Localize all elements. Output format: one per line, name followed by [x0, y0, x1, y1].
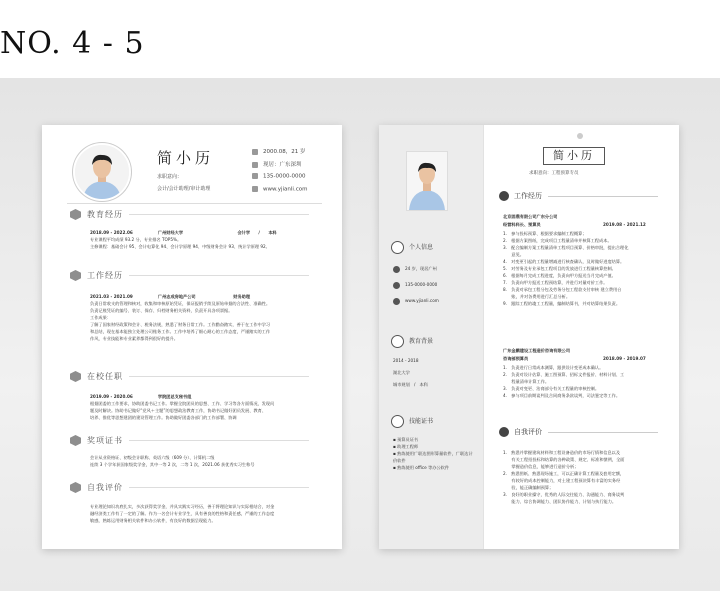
globe-icon	[393, 298, 400, 305]
job-intent: 求职意向：工程预算专员	[529, 171, 579, 176]
page-heading: NO. 4 - 5	[0, 26, 145, 61]
section-self: 自我评价	[70, 482, 309, 493]
sidebar-skills-title: 技能证书	[391, 415, 433, 428]
section-work: 工作经历	[70, 270, 309, 281]
education-lines: 2018.09 - 2022.06 广州财经大学 会计学 / 本科 专业课程平均成绩 93.2 分，专业排名 TOP5%。 主修课程：基础会计 95、会计电算化 94、会计学原理 94、中级财务会计 93、统计学原理 92。	[90, 230, 277, 249]
person-icon	[70, 482, 81, 493]
graduation-icon	[70, 209, 81, 220]
portrait-icon	[75, 145, 129, 199]
resume-name: 简小历	[157, 149, 215, 167]
job2-lines: 1. 负责进行日常成本测算，跟供设计变更成本确认。 2. 负责对设计估算、施工图预算、招标文件报价、材料计划、工 程量清单计算工作。 3. 负责对变更、治商部分有关工程量的审核控制。 4. 参与项目前期谈判及合同商务条款谈判，司法鉴定等工作。	[503, 365, 625, 398]
job-intent-value: 会计/会计助理/审计助理	[157, 186, 211, 192]
job-intent-label: 求职意向：	[157, 174, 183, 180]
certificate-icon	[391, 415, 404, 428]
sidebar-education-title: 教育背景	[391, 335, 433, 348]
briefcase-icon	[499, 191, 509, 201]
avatar	[406, 151, 448, 211]
job1-role: 经营科科长、预算员	[503, 222, 541, 227]
resume-name: 简小历	[543, 147, 605, 165]
section-work: 工作经历	[499, 191, 658, 201]
globe-icon	[252, 186, 258, 192]
user-icon	[391, 241, 404, 254]
avatar	[73, 143, 131, 201]
sidebar-skills-items: ▪ 预算员证书 ▪ 助理工程师 ▪ 熟练使用广联达图形算量软件，广联达计价软件 ▪ 熟练使用 office 等办公软件	[393, 437, 473, 470]
job1-lines: 1. 参与投标预算、根据要求编制工程概算； 2. 根据方案图纸，完成项目工程量清单并核算工程成本。 3. 配合编制方案工程量清单工程项目预算、价格审批，提出合理化 意见。 4. 对变更引起的工程量增减进行核查确认，及时做好进度结算。 5. 对劳务及专业承包工程项目的发放进行工程量核算控制。 6. 根据每月完成工程进度，负责向甲方报送当月完成产值。 7. 负责向甲方报送工程预结算，并进行对量对价工作。 8. 负责对承包工程分包及劳务分包工程款支付审核 建立费用台 账，并对各费用进行汇总分析。 9. 跟踪工程的竣工工程量，编制结算书，并对结算结果负责。	[503, 231, 629, 306]
trophy-icon	[70, 435, 81, 446]
sidebar-personal-items: 24 岁，现居广州 135-0000-0000 www.yjianli.com	[393, 265, 439, 305]
section-campus: 在校任职	[70, 371, 309, 382]
contact-birth: 2000.08，21 岁	[252, 147, 306, 155]
location-icon	[252, 162, 258, 168]
campus-lines: 2019.09 - 2020.06 学院团总支秘书组 根据团委的工作要求，协助团委书记工作。掌握全院团员的思想、工作、学习等各方面情况，发现问 题及时解决。协助书记做好“党风＋主题”的思想政治教育工作，协助书记做好团员发展、教育、 培养、推优等思想建团的建设管理工作。协助做好团委各部门的工作部署、协调	[90, 394, 275, 420]
header-divider	[67, 203, 322, 204]
sidebar-personal-title: 个人信息	[391, 241, 433, 254]
portrait-icon	[407, 152, 447, 210]
building-icon	[70, 371, 81, 382]
section-education: 教育经历	[70, 209, 309, 220]
phone-icon	[393, 282, 400, 289]
phone-icon	[252, 173, 258, 179]
contact-website: www.yjianli.com	[252, 186, 307, 193]
sidebar-education-items: 2014 - 2018 湖北大学 城市规划 / 本科	[393, 358, 428, 387]
job1-period: 2019.08 - 2021.12	[603, 222, 646, 227]
section-self: 自我评价	[499, 427, 658, 437]
briefcase-icon	[70, 270, 81, 281]
pin-icon	[577, 133, 583, 139]
contact-location: 现居：广东深圳	[252, 160, 302, 168]
job2-company: 广东金鹏建设工程造价咨询有限公司	[503, 348, 571, 353]
self-lines: 1. 熟悉并掌握建筑材料和工程设备造价的市场行情和信息以及 有关工程招投标和结算的各种政策、规定、标准和惯例，全面 掌握造价信息，能够进行造价分析； 2. 熟悉图纸、熟悉现场施工，可以正确计算工程量及套用定额， 有较好的成本控制能力，对土建工程预决算有丰富的实务经 验，能正确编制预算； 3. 良好的职业操守，优秀的人际交往能力、沟通能力、商务谈判 能力、综合协调能力、团队协作能力、计划与执行能力。	[503, 450, 625, 504]
person-icon	[499, 427, 509, 437]
job1-company: 北京固鼎有限公司广东分公司	[503, 214, 558, 219]
resume-template-right[interactable]	[379, 125, 679, 549]
job2-period: 2018.09 - 2019.07	[603, 356, 646, 361]
resume-template-left[interactable]	[42, 125, 342, 549]
location-icon	[393, 266, 400, 273]
graduation-icon	[391, 335, 404, 348]
awards-lines: 会计从业资格证、初级会计职称、英语六级（609 分）、计算机二级 连续 3 个学年获国家级奖学金，其中一等 2 次，二等 1 次，2021.06 获优秀实习生称号	[90, 455, 255, 467]
self-lines: 专业理论知识功底扎实，多次获得奖学金，并具实践实习经历，善于将理论知识与实际相结合，对金 融经济类工作有了一定的了解。作为一名会计专业学生，具有善良的性格和责任感，严谨的工作态度 敏感，熟练运用财务相关软件和办公软件，有良好的数据呈现能力。	[90, 504, 275, 523]
calendar-icon	[252, 149, 258, 155]
contact-phone: 135-0000-0000	[252, 173, 305, 180]
section-awards: 奖项证书	[70, 435, 309, 446]
work-lines: 2021.03 - 2021.09 广州志成房地产公司 财务助理 负责日常收支的管理和核对，收集和审核原始凭证，保证报销手续及原始单据的合法性、准确性。 负责记账凭证的编号、装订、保存、归档财务相关资料，负责开具各项票据。 工作成果： 了解了国家财经政策和会计、税务法规，熟悉了财务日常工作。工作勤奋踏实，善于在工作中学习 和总结，现在基本能独立处理公司账务工作。工作中培养了细心耐心的工作态度，严谨踏实的工作 作风，专业技能和专业素养都得到很好的提升。	[90, 294, 271, 341]
sidebar-divider	[483, 125, 484, 549]
job2-role: 咨询部预算员	[503, 356, 529, 361]
